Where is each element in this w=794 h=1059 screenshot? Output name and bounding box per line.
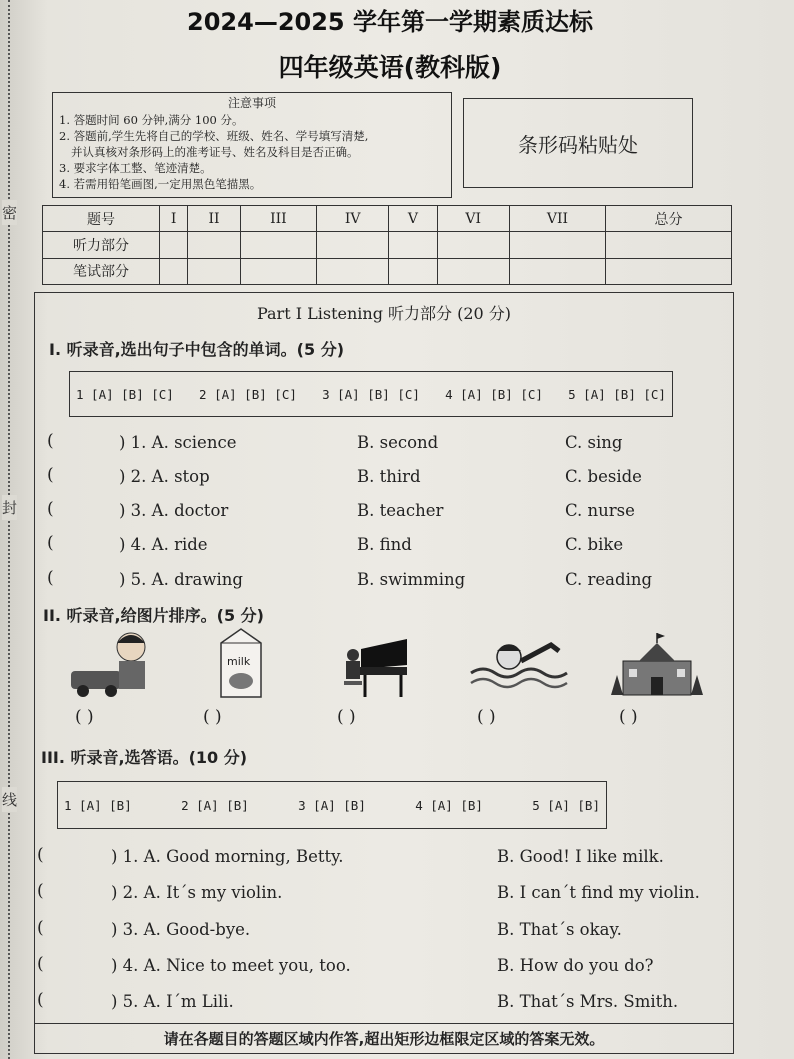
score-cell[interactable]: [606, 258, 732, 284]
notice-item: 4. 若需用铅笔画图,一定用黑色笔描黑。: [59, 177, 262, 191]
answer-blank[interactable]: (: [37, 881, 44, 901]
score-cell[interactable]: [160, 232, 188, 258]
exam-subtitle: 四年级英语(教科版): [278, 53, 502, 82]
answer-blank[interactable]: (: [37, 845, 44, 865]
boy-with-toy-car-picture: [69, 629, 155, 699]
question-option-c: C. bike: [565, 535, 624, 554]
score-header-cell: VII: [509, 206, 605, 232]
school-building-picture: [609, 631, 705, 699]
score-cell[interactable]: [240, 258, 316, 284]
water-wave: [471, 669, 567, 677]
exam-title: 2024—2025 学年第一学期素质达标: [187, 8, 593, 36]
answer-blank[interactable]: (: [47, 465, 54, 485]
water-wave: [471, 679, 567, 687]
score-header-cell: 总分: [606, 206, 732, 232]
answer-bubble-group[interactable]: 2 [A] [B]: [181, 797, 249, 813]
question-option-a: ) 3. A. Good-bye.: [111, 920, 251, 939]
question-option-c: C. reading: [565, 570, 653, 589]
score-header-cell: III: [240, 206, 316, 232]
question-option-a: ) 5. A. drawing: [119, 570, 243, 589]
score-cell[interactable]: [437, 258, 509, 284]
section3-title: III. 听录音,选答语。(10 分): [41, 748, 248, 767]
piano-stool: [344, 681, 362, 685]
notice-title: 注意事项: [227, 96, 276, 110]
score-header-cell: VI: [437, 206, 509, 232]
picture-order-blank[interactable]: ( ): [75, 707, 94, 727]
answer-blank[interactable]: (: [47, 568, 54, 588]
answer-bubble-group[interactable]: 1 [A] [B] [C]: [76, 386, 174, 402]
swimmer-picture: [469, 633, 569, 693]
listening-section: [34, 292, 734, 1054]
section3-answer-box: [57, 781, 607, 829]
cow-spot: [229, 673, 253, 689]
question-option-a: ) 3. A. doctor: [119, 501, 229, 520]
notice-item: 3. 要求字体工整、笔迹清楚。: [59, 161, 212, 175]
answer-bubble-group[interactable]: 5 [A] [B]: [532, 797, 600, 813]
picture-order-blank[interactable]: ( ): [337, 707, 356, 727]
pianist-head: [347, 649, 359, 661]
piano-picture: [341, 629, 409, 699]
question-option-a: ) 4. A. ride: [119, 535, 208, 554]
score-cell[interactable]: [188, 258, 240, 284]
question-option-b: B. That´s Mrs. Smith.: [497, 992, 679, 1011]
piano-keys: [359, 667, 407, 675]
score-cell[interactable]: [317, 258, 389, 284]
question-option-c: C. nurse: [565, 501, 635, 520]
flag: [657, 633, 665, 639]
pianist-body: [346, 661, 360, 679]
answer-bubble-group[interactable]: 5 [A] [B] [C]: [568, 386, 666, 402]
score-cell[interactable]: [389, 258, 437, 284]
notice-item: 1. 答题时间 60 分钟,满分 100 分。: [59, 113, 244, 127]
question-option-a: ) 5. A. I´m Lili.: [111, 992, 234, 1011]
notice-item: 2. 答题前,学生先将自己的学校、班级、姓名、学号填写清楚,: [59, 129, 369, 143]
building-window: [677, 669, 685, 677]
question-option-b: B. swimming: [357, 570, 466, 589]
barcode-label: 条形码粘贴处: [518, 132, 638, 157]
answer-blank[interactable]: (: [37, 954, 44, 974]
question-option-a: ) 1. A. Good morning, Betty.: [111, 847, 344, 866]
question-option-a: ) 1. A. science: [119, 433, 237, 452]
score-cell[interactable]: [437, 232, 509, 258]
building-door: [651, 677, 663, 695]
score-row-label: 笔试部分: [43, 258, 160, 284]
milk-label: milk: [227, 655, 251, 668]
score-header-cell: II: [188, 206, 240, 232]
score-cell[interactable]: [160, 258, 188, 284]
score-cell[interactable]: [389, 232, 437, 258]
score-header-cell: V: [389, 206, 437, 232]
answer-blank[interactable]: (: [47, 499, 54, 519]
side-mark-mi: 密: [2, 200, 17, 225]
score-row-listening: [43, 232, 732, 258]
score-row-written: [43, 258, 732, 284]
question-option-c: C. beside: [565, 467, 642, 486]
question-option-b: B. find: [357, 535, 412, 554]
question-option-b: B. teacher: [357, 501, 444, 520]
picture-order-blank[interactable]: ( ): [203, 707, 222, 727]
answer-blank[interactable]: (: [47, 431, 54, 451]
answer-bubble-group[interactable]: 4 [A] [B]: [415, 797, 483, 813]
milk-carton-picture: [215, 627, 267, 701]
side-mark-feng: 封: [2, 495, 17, 520]
swim-cap: [497, 645, 521, 651]
question-option-b: B. third: [357, 467, 421, 486]
answer-blank[interactable]: (: [37, 990, 44, 1010]
notice-item: 并认真核对条形码上的准考证号、姓名及科目是否正确。: [71, 145, 359, 159]
building-roof: [639, 643, 675, 661]
question-option-a: ) 2. A. stop: [119, 467, 210, 486]
tree: [691, 675, 703, 695]
part-title: Part I Listening 听力部分 (20 分): [256, 304, 512, 323]
tree: [611, 675, 623, 695]
side-mark-xian: 线: [2, 787, 17, 812]
score-cell[interactable]: [606, 232, 732, 258]
answer-blank[interactable]: (: [47, 533, 54, 553]
notice-box: [52, 92, 452, 198]
question-option-b: B. I can´t find my violin.: [497, 883, 700, 902]
barcode-area: [463, 98, 693, 188]
footer-warning: 请在各题目的答题区域内作答,超出矩形边框限定区域的答案无效。: [35, 1023, 733, 1054]
section2-title: II. 听录音,给图片排序。(5 分): [43, 606, 264, 625]
score-row-label: 听力部分: [43, 232, 160, 258]
binding-line: [8, 0, 10, 1059]
score-cell[interactable]: [240, 232, 316, 258]
toy-car-wheel: [77, 685, 89, 697]
section1-answer-box: [69, 371, 673, 417]
score-header-cell: IV: [317, 206, 389, 232]
score-cell[interactable]: [509, 232, 605, 258]
question-option-c: C. sing: [565, 433, 623, 452]
section1-title: I. 听录音,选出句子中包含的单词。(5 分): [49, 340, 345, 359]
score-cell[interactable]: [188, 232, 240, 258]
question-option-b: B. second: [357, 433, 439, 452]
question-option-b: B. Good! I like milk.: [497, 847, 664, 866]
question-option-b: B. How do you do?: [497, 956, 654, 975]
piano-lid: [361, 639, 407, 669]
score-cell[interactable]: [509, 258, 605, 284]
answer-bubble-group[interactable]: 2 [A] [B] [C]: [199, 386, 297, 402]
score-header-cell: I: [160, 206, 188, 232]
question-option-b: B. That´s okay.: [497, 920, 622, 939]
question-option-a: ) 4. A. Nice to meet you, too.: [111, 956, 351, 975]
score-header-cell: 题号: [43, 206, 160, 232]
score-header-row: [43, 206, 732, 232]
picture-order-blank[interactable]: ( ): [619, 707, 638, 727]
answer-blank[interactable]: (: [37, 918, 44, 938]
score-table: [42, 205, 732, 285]
building-window: [629, 669, 637, 677]
boy-body: [119, 661, 145, 689]
answer-bubble-group[interactable]: 3 [A] [B]: [298, 797, 366, 813]
swimmer-arm: [521, 645, 559, 661]
boy-hair: [117, 635, 145, 643]
answer-bubble-group[interactable]: 1 [A] [B]: [64, 797, 132, 813]
answer-bubble-group[interactable]: 3 [A] [B] [C]: [322, 386, 420, 402]
question-option-a: ) 2. A. It´s my violin.: [111, 883, 283, 902]
score-cell[interactable]: [317, 232, 389, 258]
toy-car-wheel: [105, 685, 117, 697]
picture-order-blank[interactable]: ( ): [477, 707, 496, 727]
answer-bubble-group[interactable]: 4 [A] [B] [C]: [445, 386, 543, 402]
